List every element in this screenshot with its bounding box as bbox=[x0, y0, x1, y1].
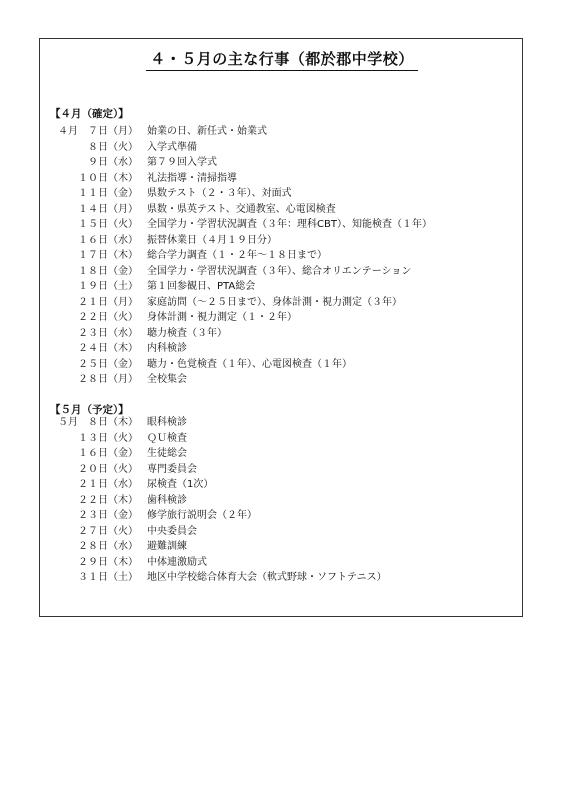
event-date: １６日（水） bbox=[78, 234, 138, 246]
event-row bbox=[0, 326, 564, 341]
event-description: 家庭訪問（～２５日まで）、身体計測・視力測定（３年） bbox=[147, 296, 402, 308]
event-description: 第７９回入学式 bbox=[147, 157, 217, 168]
event-date: ２５日（金） bbox=[78, 358, 138, 370]
event-date: １０日（木） bbox=[78, 172, 138, 184]
event-row bbox=[0, 171, 564, 186]
event-description: 身体計測・視力測定（１・２年） bbox=[147, 312, 297, 323]
event-description: 歯科検診 bbox=[147, 494, 187, 506]
event-row bbox=[0, 477, 564, 492]
event-date: ２２日（木） bbox=[78, 494, 138, 506]
event-date: ２９日（木） bbox=[78, 556, 138, 568]
event-description: 振替休業日（４月１９日分） bbox=[147, 234, 277, 246]
event-date: ２３日（水） bbox=[78, 327, 138, 339]
event-description: 礼法指導・清掃指導 bbox=[147, 172, 237, 184]
may-heading: 【５月（予定）】 bbox=[50, 404, 129, 416]
event-date: ２７日（火） bbox=[78, 525, 138, 537]
event-description: 修学旅行説明会（２年） bbox=[147, 510, 257, 521]
event-date: ２３日（金） bbox=[78, 510, 138, 521]
event-description: 聴力・色覚検査（１年）、心電図検査（１年） bbox=[147, 358, 352, 370]
event-date: １９日（土） bbox=[78, 281, 138, 292]
event-date: ８日（火） bbox=[88, 141, 138, 153]
event-row bbox=[0, 140, 564, 155]
event-row bbox=[0, 446, 564, 461]
event-date: ２２日（火） bbox=[78, 312, 138, 323]
event-description: 聴力検査（３年） bbox=[147, 327, 227, 339]
event-row bbox=[0, 539, 564, 554]
event-date: ４月 ７日（月） bbox=[58, 126, 138, 137]
event-date: １７日（木） bbox=[78, 250, 138, 261]
event-description: 全国学力・学習状況調査（３年）、総合オリエンテーション bbox=[147, 265, 412, 277]
event-description: 総合学力調査（１・２年～１８日まで） bbox=[147, 250, 327, 261]
event-date: ２０日（火） bbox=[78, 463, 138, 475]
event-description: 中体連激励式 bbox=[147, 556, 207, 568]
event-description: 地区中学校総合体育大会（軟式野球・ソフトテニス） bbox=[147, 572, 387, 583]
event-description: 眼科検診 bbox=[147, 417, 187, 428]
event-row bbox=[0, 155, 564, 170]
event-row bbox=[0, 372, 564, 387]
event-row bbox=[0, 202, 564, 217]
event-row bbox=[0, 462, 564, 477]
event-row bbox=[0, 524, 564, 539]
event-description: ＱＵ検査 bbox=[147, 432, 187, 444]
event-date: １４日（月） bbox=[78, 203, 138, 215]
event-description: 生徒総会 bbox=[147, 448, 187, 459]
event-row bbox=[0, 555, 564, 570]
event-date: １１日（金） bbox=[78, 188, 138, 199]
event-date: ２１日（水） bbox=[78, 479, 138, 490]
event-date: ５月 ８日（木） bbox=[58, 417, 138, 428]
event-row bbox=[0, 248, 564, 263]
event-description: 全国学力・学習状況調査（３年：理科CBT）、知能検査（１年） bbox=[147, 219, 432, 230]
event-description: 全校集会 bbox=[147, 374, 187, 385]
event-row bbox=[0, 124, 564, 139]
event-row bbox=[0, 217, 564, 232]
event-row bbox=[0, 431, 564, 446]
april-heading: 【４月（確定）】 bbox=[50, 108, 129, 120]
event-row bbox=[0, 357, 564, 372]
event-description: 避難訓練 bbox=[147, 541, 187, 552]
page-title: ４・５月の主な行事（都於郡中学校） bbox=[0, 48, 564, 69]
event-date: ９日（水） bbox=[88, 157, 138, 168]
event-row bbox=[0, 341, 564, 356]
event-description: 第１回参観日、PTA総会 bbox=[147, 281, 256, 292]
event-date: ３１日（土） bbox=[78, 572, 138, 583]
event-date: ２８日（水） bbox=[78, 541, 138, 552]
event-row bbox=[0, 570, 564, 585]
event-description: 入学式準備 bbox=[147, 141, 197, 153]
event-description: 中央委員会 bbox=[147, 525, 197, 537]
event-row bbox=[0, 508, 564, 523]
event-description: 始業の日、新任式・始業式 bbox=[147, 126, 267, 137]
event-description: 県数・県英テスト、交通教室、心電図検査 bbox=[147, 203, 336, 215]
event-description: 内科検診 bbox=[147, 343, 187, 354]
event-row bbox=[0, 264, 564, 279]
event-row bbox=[0, 295, 564, 310]
event-row bbox=[0, 310, 564, 325]
event-description: 尿検査（1次） bbox=[147, 479, 214, 490]
event-row bbox=[0, 279, 564, 294]
event-row bbox=[0, 186, 564, 201]
event-row bbox=[0, 493, 564, 508]
event-date: １５日（火） bbox=[78, 219, 138, 230]
event-row bbox=[0, 233, 564, 248]
event-date: ２１日（月） bbox=[78, 296, 138, 308]
event-description: 専門委員会 bbox=[147, 463, 197, 475]
event-date: １８日（金） bbox=[78, 265, 138, 277]
event-description: 県数テスト（２・３年）、対面式 bbox=[147, 188, 292, 199]
event-date: ２４日（木） bbox=[78, 343, 138, 354]
event-date: １６日（金） bbox=[78, 448, 138, 459]
event-date: ２８日（月） bbox=[78, 374, 138, 385]
event-date: １３日（火） bbox=[78, 432, 138, 444]
event-row bbox=[0, 415, 564, 430]
